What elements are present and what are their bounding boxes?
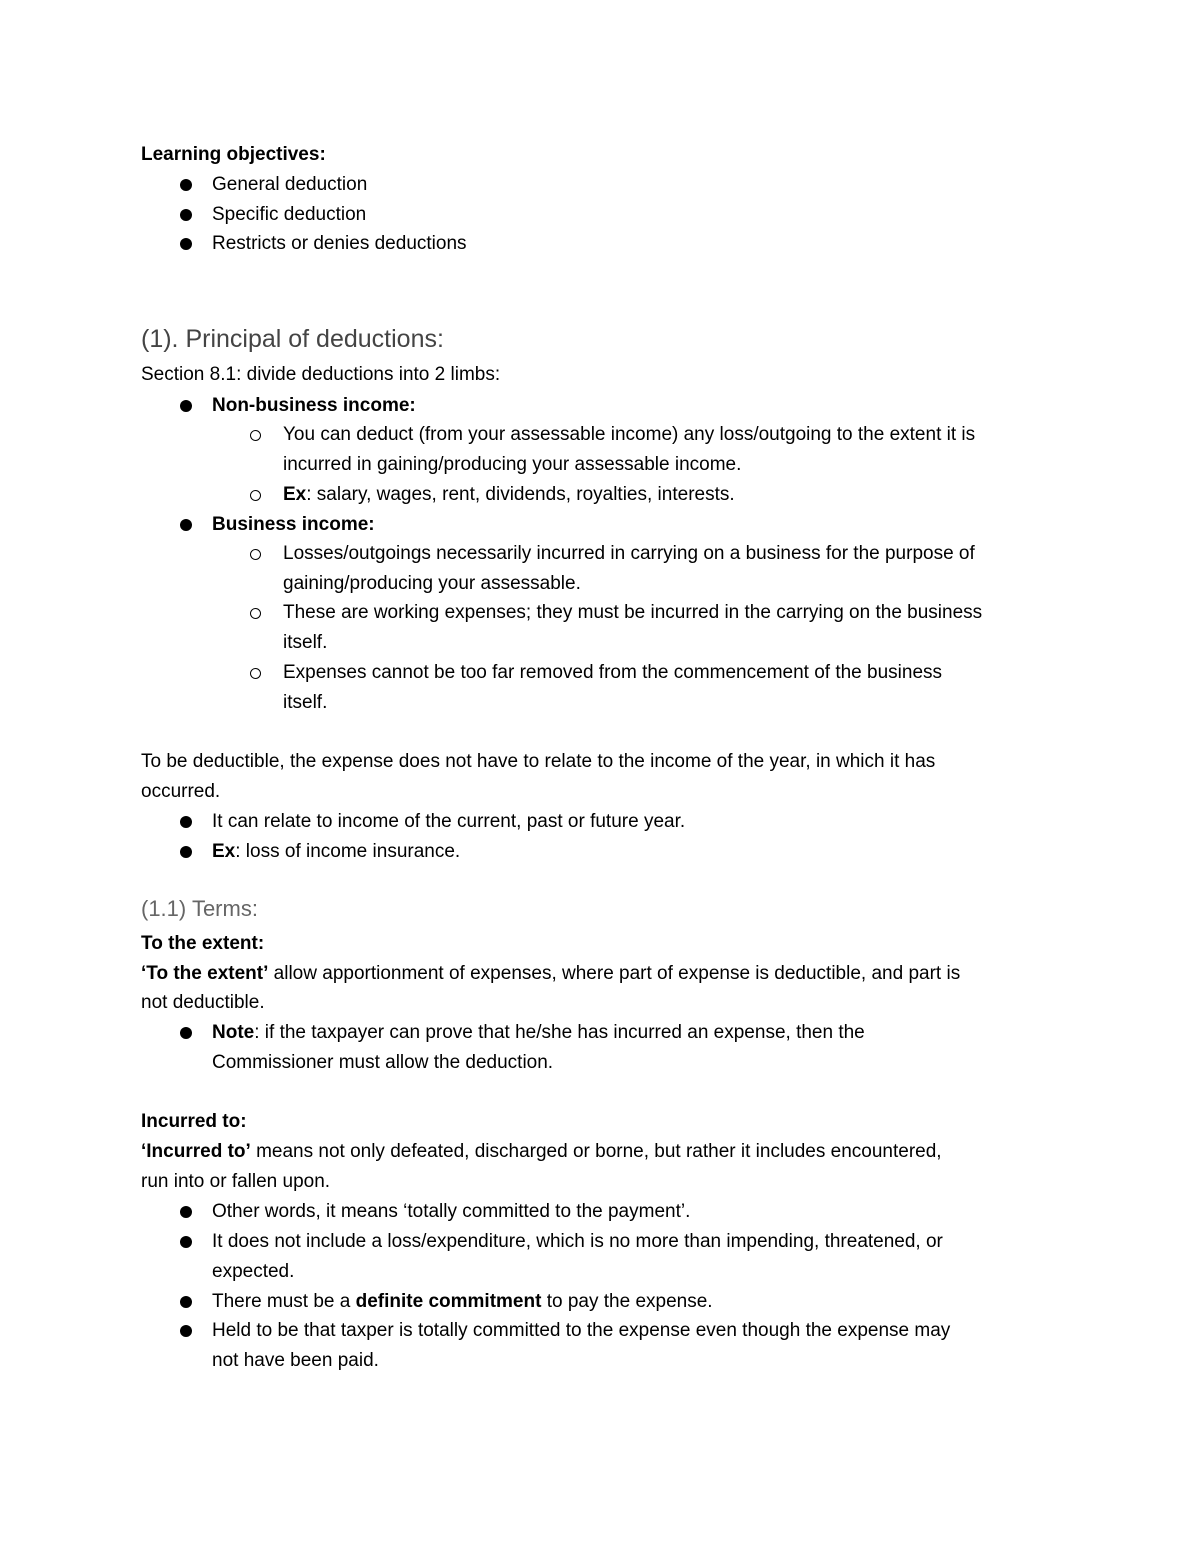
term-extent-note: Note: if the taxpayer can prove that he/she has incurred an expense, then the: [212, 1022, 865, 1043]
section-heading-terms: (1.1) Terms:: [141, 896, 258, 921]
bullet-icon: [180, 400, 192, 412]
bullet-icon: [180, 1236, 192, 1248]
bullet-icon: [180, 1296, 192, 1308]
nonbusiness-example: Ex: salary, wages, rent, dividends, royalties, interests.: [283, 484, 735, 505]
bullet-icon: [180, 846, 192, 858]
section-intro: Section 8.1: divide deductions into 2 limbs:: [141, 364, 501, 385]
nonbusiness-point: You can deduct (from your assessable income) any loss/outgoing to the extent it is: [283, 424, 976, 445]
term-incurred-definition-cont: run into or fallen upon.: [141, 1171, 331, 1192]
business-point: Losses/outgoings necessarily incurred in carrying on a business for the purpose of: [283, 543, 975, 564]
bullet-icon: [180, 1206, 192, 1218]
business-point: Expenses cannot be too far removed from the commencement of the business: [283, 662, 943, 683]
business-point-cont: gaining/producing your assessable.: [283, 573, 581, 594]
incurred-point: Other words, it means ‘totally committed to the payment’.: [212, 1201, 691, 1222]
hollow-bullet-icon: [250, 668, 261, 679]
bullet-icon: [180, 1027, 192, 1039]
bullet-icon: [180, 816, 192, 828]
section-ref: Section 8.1: [141, 364, 237, 385]
business-label: Business income:: [212, 514, 375, 535]
term-incurred-title: Incurred to:: [141, 1111, 247, 1132]
objective-item: Restricts or denies deductions: [212, 233, 467, 254]
business-point-cont: itself.: [283, 692, 328, 713]
deductible-paragraph: To be deductible, the expense does not have to relate to the income of the year, in which it has: [141, 751, 936, 772]
deductible-point: It can relate to income of the current, past or future year.: [212, 811, 686, 832]
learning-objectives-title: Learning objectives:: [141, 144, 326, 165]
incurred-point: It does not include a loss/expenditure, which is no more than impending, threatened, or: [212, 1231, 943, 1252]
hollow-bullet-icon: [250, 608, 261, 619]
term-extent-definition: ‘To the extent’ allow apportionment of expenses, where part of expense is deductible, and part is: [141, 963, 961, 984]
hollow-bullet-icon: [250, 549, 261, 560]
section-heading-principal: (1). Principal of deductions:: [141, 325, 444, 353]
deductible-paragraph-cont: occurred.: [141, 781, 221, 802]
term-extent-title: To the extent:: [141, 933, 265, 954]
incurred-point: There must be a definite commitment to pay the expense.: [212, 1291, 713, 1312]
term-extent-note-cont: Commissioner must allow the deduction.: [212, 1052, 554, 1073]
objective-item: Specific deduction: [212, 204, 367, 225]
bullet-icon: [180, 179, 192, 191]
bullet-icon: [180, 238, 192, 250]
hollow-bullet-icon: [250, 430, 261, 441]
objective-item: General deduction: [212, 174, 368, 195]
nonbusiness-point-cont: incurred in gaining/producing your assessable income.: [283, 454, 742, 475]
incurred-point: Held to be that taxper is totally committed to the expense even though the expense may: [212, 1320, 951, 1341]
term-incurred-definition: ‘Incurred to’ means not only defeated, discharged or borne, but rather it includes encountered,: [141, 1141, 942, 1162]
business-point-cont: itself.: [283, 632, 328, 653]
bullet-icon: [180, 519, 192, 531]
business-point: These are working expenses; they must be incurred in the carrying on the business: [283, 602, 983, 623]
bullet-icon: [180, 1325, 192, 1337]
hollow-bullet-icon: [250, 490, 261, 501]
deductible-example: Ex: loss of income insurance.: [212, 841, 461, 862]
term-extent-definition-cont: not deductible.: [141, 992, 265, 1013]
bullet-icon: [180, 209, 192, 221]
incurred-point-cont: not have been paid.: [212, 1350, 379, 1371]
incurred-point-cont: expected.: [212, 1261, 295, 1282]
nonbusiness-label: Non-business income:: [212, 395, 416, 416]
